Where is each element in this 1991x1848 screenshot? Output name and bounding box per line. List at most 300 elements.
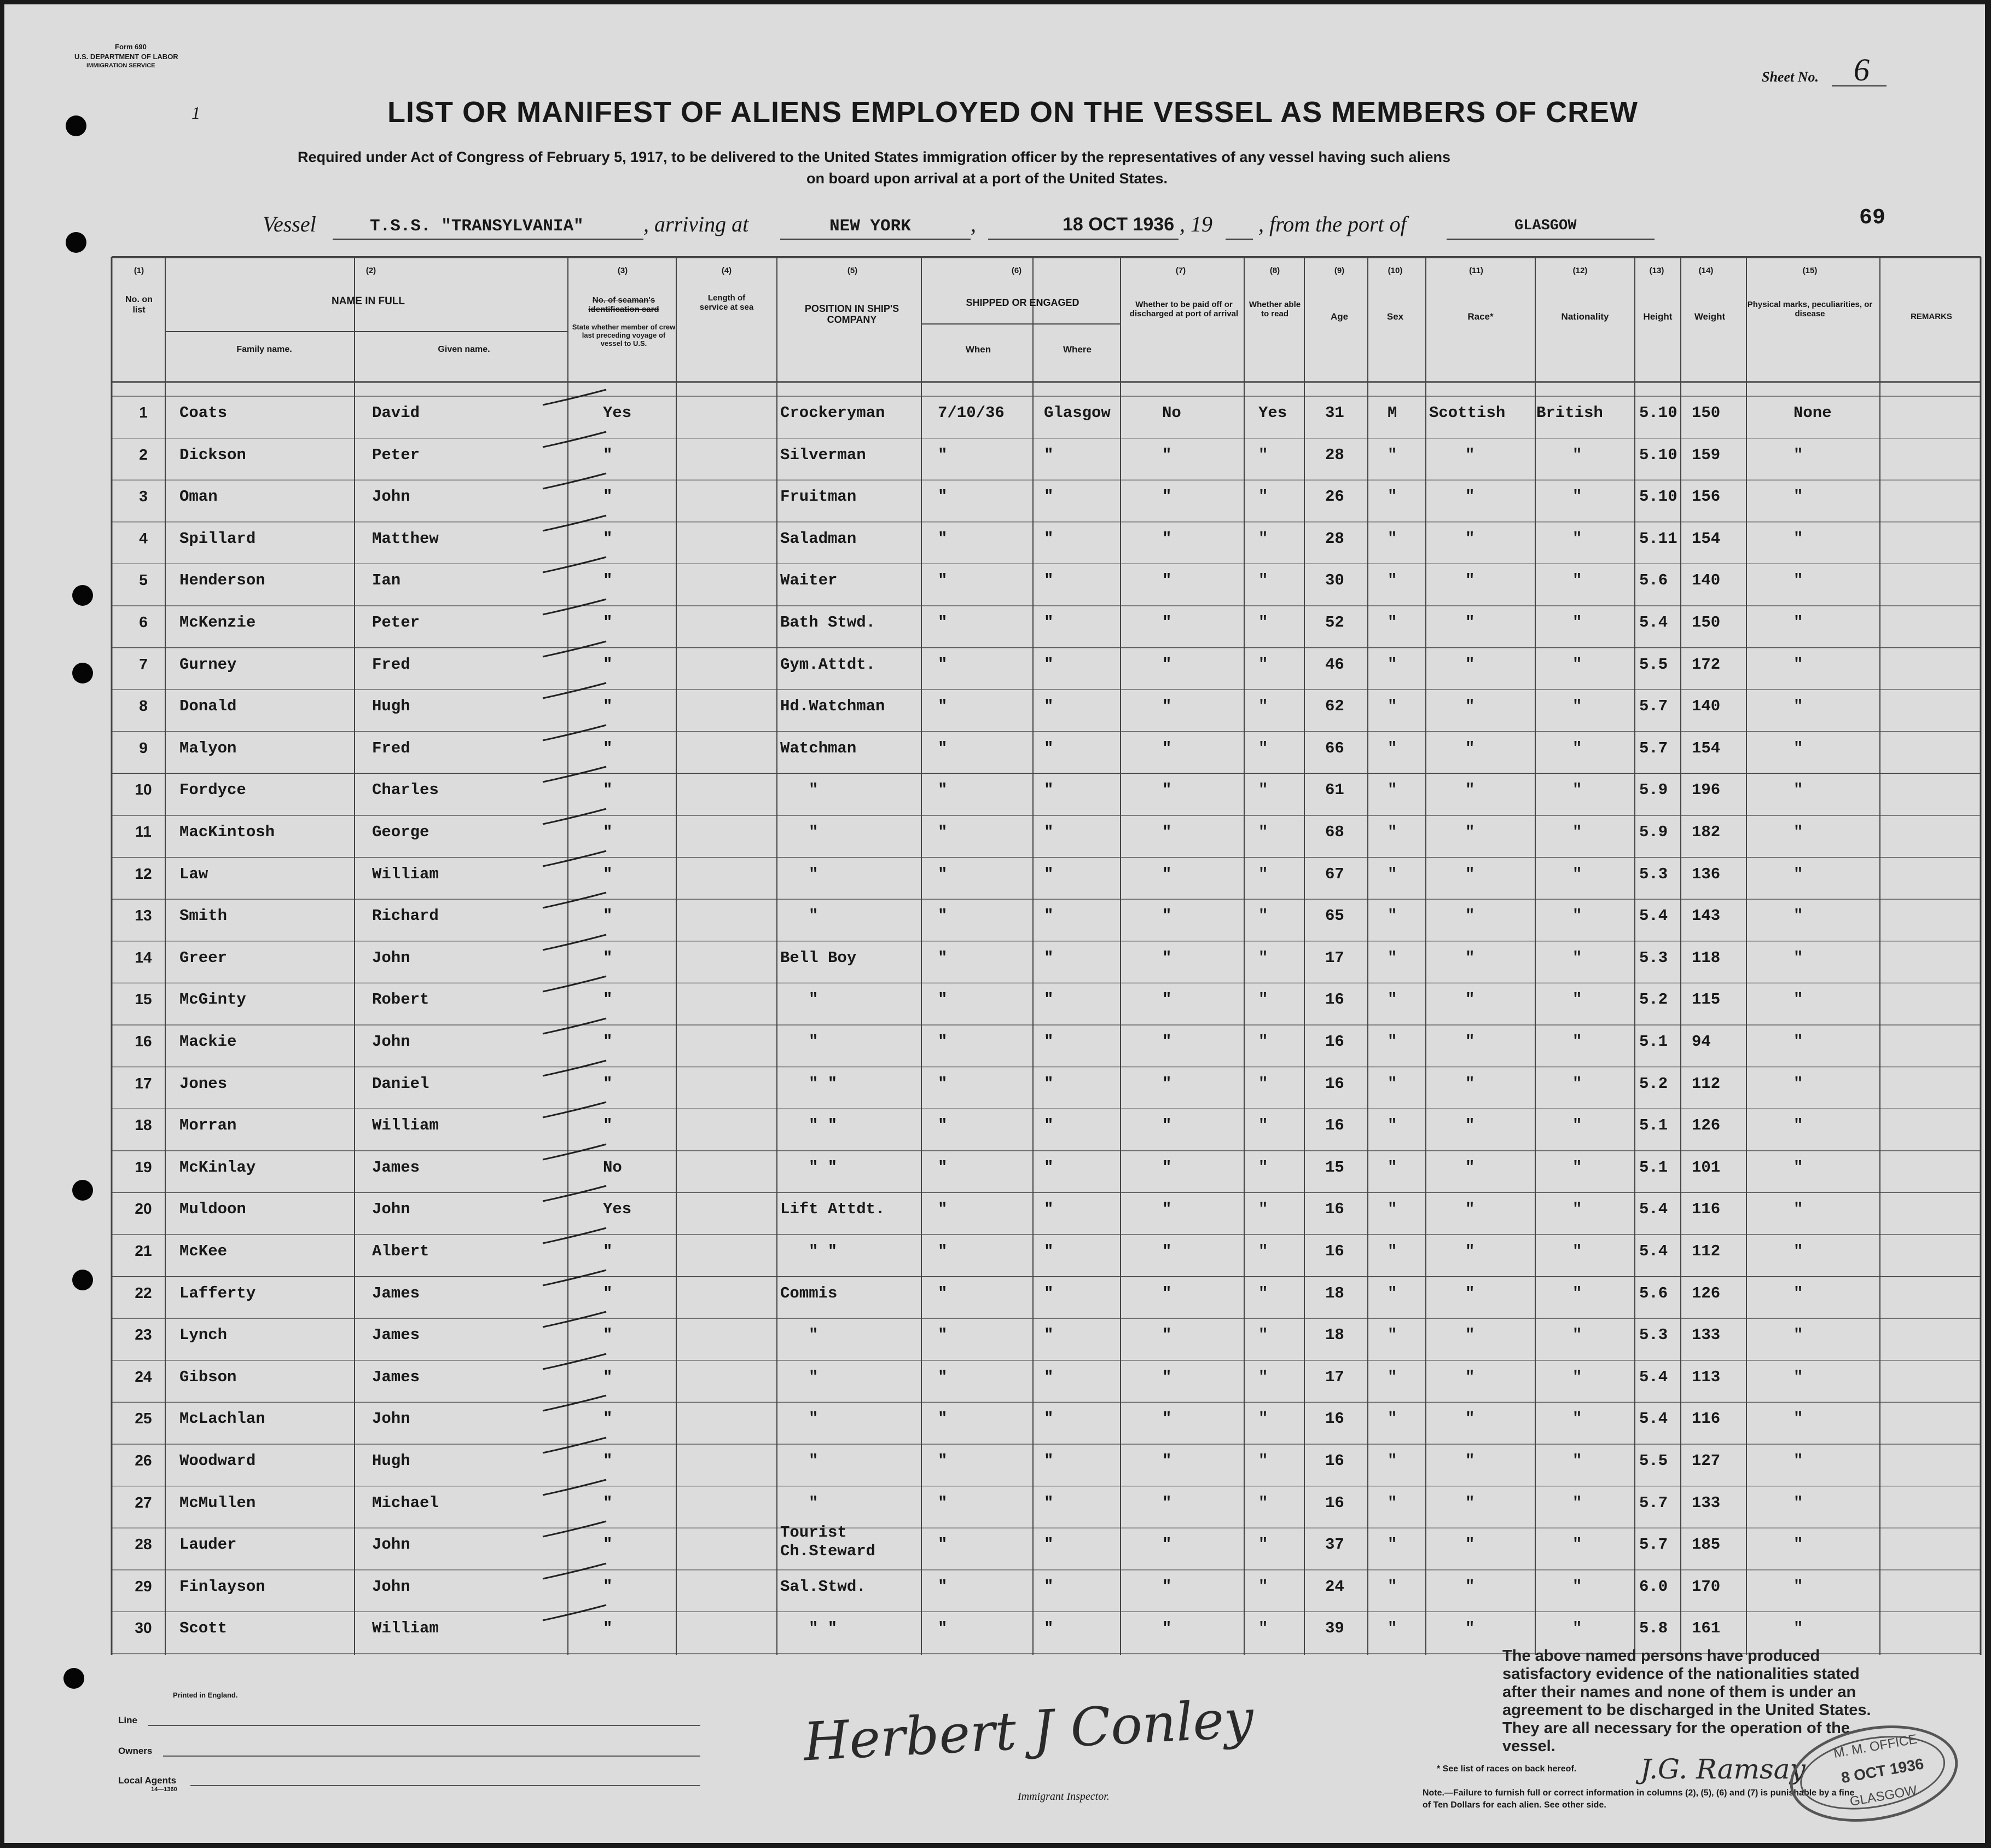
cell-weight: 94 — [1692, 1033, 1711, 1051]
cell-given: Peter — [372, 613, 420, 632]
cell-sex: " — [1388, 1493, 1397, 1512]
cell-age: 52 — [1325, 613, 1344, 632]
cell-position: Commis — [780, 1284, 838, 1302]
check-mark — [541, 931, 617, 953]
cell-weight: 161 — [1692, 1619, 1721, 1638]
cell-when: " — [938, 948, 948, 967]
cell-where: Glasgow — [1044, 404, 1111, 422]
cell-height: 5.4 — [1639, 1368, 1668, 1386]
cell-given: William — [372, 1619, 439, 1638]
cell-weight: 170 — [1692, 1577, 1721, 1596]
cell-age: 68 — [1325, 823, 1344, 841]
cell-height: 5.11 — [1639, 529, 1677, 548]
cell-given: John — [372, 488, 410, 506]
owners-label: Owners — [118, 1746, 153, 1756]
cell-given: Daniel — [372, 1074, 429, 1093]
cell-nat: " — [1572, 865, 1582, 883]
cell-crew: " — [603, 1577, 613, 1596]
cell-height: 5.5 — [1639, 655, 1668, 674]
cell-sex: " — [1388, 823, 1397, 841]
cell-when: " — [938, 1284, 948, 1302]
col-remarks: REMARKS — [1911, 312, 1952, 321]
cell-race: " — [1465, 1284, 1475, 1302]
cell-position: " — [809, 1410, 819, 1428]
cell-sex: " — [1388, 1116, 1397, 1135]
cell-marks: " — [1793, 1116, 1803, 1135]
cell-given: Ian — [372, 571, 401, 590]
cell-where: " — [1044, 613, 1054, 632]
cell-sex: " — [1388, 1242, 1397, 1260]
cell-age: 17 — [1325, 1368, 1344, 1386]
stamp-bottom: GLASGOW — [1848, 1783, 1918, 1810]
cell-position: Saladman — [780, 529, 857, 548]
cell-age: 16 — [1325, 1074, 1344, 1093]
cell-weight: 118 — [1692, 948, 1721, 967]
department: U.S. DEPARTMENT OF LABOR — [74, 53, 178, 61]
cell-position: " " — [809, 1242, 838, 1260]
cell-family: McMullen — [179, 1493, 256, 1512]
cell-nat: " — [1572, 739, 1582, 757]
cell-paid: " — [1162, 1493, 1172, 1512]
col-14-num: (14) — [1698, 266, 1714, 275]
inspector-label: Immigrant Inspector. — [1018, 1791, 1110, 1803]
cell-paid: " — [1162, 1200, 1172, 1219]
cell-height: 5.1 — [1639, 1033, 1668, 1051]
cell-family: Law — [179, 865, 208, 883]
nationality-statement: The above named persons have produced satisfactory evidence of the nationalities stated after their names and none of them is under an agreement to be discharged in the United States. They are all necessary for the operation of the vessel. — [1502, 1647, 1871, 1755]
cell-race: " — [1465, 1368, 1475, 1386]
form-number: Form 690 — [115, 43, 147, 51]
cell-paid: " — [1162, 571, 1172, 590]
page-number: 69 — [1859, 206, 1886, 230]
cell-crew: " — [603, 1033, 613, 1051]
cell-race: " — [1465, 1410, 1475, 1428]
cell-crew: " — [603, 613, 613, 632]
cell-paid: " — [1162, 1368, 1172, 1386]
cell-age: 61 — [1325, 781, 1344, 800]
cell-marks: " — [1793, 1326, 1803, 1345]
master-signature: J.G. Ramsay — [1640, 1753, 1806, 1785]
cell-sex: " — [1388, 1410, 1397, 1428]
cell-height: 6.0 — [1639, 1577, 1668, 1596]
cell-given: Hugh — [372, 1452, 410, 1470]
cell-where: " — [1044, 1200, 1054, 1219]
check-mark — [541, 470, 617, 492]
cell-family: Lynch — [179, 1326, 228, 1345]
cell-no: 28 — [135, 1536, 152, 1553]
cell-age: 16 — [1325, 1116, 1344, 1135]
cell-when: " — [938, 1200, 948, 1219]
cell-when: " — [938, 1410, 948, 1428]
cell-paid: " — [1162, 948, 1172, 967]
cell-nat: " — [1572, 1242, 1582, 1260]
cell-race: " — [1465, 1536, 1475, 1554]
cell-where: " — [1044, 948, 1054, 967]
cell-race: " — [1465, 1200, 1475, 1219]
cell-marks: " — [1793, 655, 1803, 674]
manifest-sheet — [4, 4, 1985, 1843]
subtitle: Required under Act of Congress of February 5, 1917, to be delivered to the United States immigration officer by the representatives of any vessel having such aliens — [298, 149, 1451, 165]
cell-family: Lauder — [179, 1536, 237, 1554]
subtitle-2: on board upon arrival at a port of the United States. — [806, 170, 1168, 187]
cell-weight: 154 — [1692, 739, 1721, 757]
cell-given: James — [372, 1368, 420, 1386]
cell-given: Fred — [372, 655, 410, 674]
col-family-name: Family name. — [236, 345, 292, 354]
cell-marks: " — [1793, 571, 1803, 590]
cell-when: " — [938, 1242, 948, 1260]
stamp-date: 8 OCT 1936 — [1839, 1755, 1925, 1787]
cell-given: George — [372, 823, 429, 841]
cell-marks: " — [1793, 1619, 1803, 1638]
check-mark — [541, 806, 617, 827]
cell-given: Robert — [372, 990, 429, 1009]
cell-nat: British — [1536, 404, 1603, 422]
cell-paid: " — [1162, 990, 1172, 1009]
cell-race: " — [1465, 948, 1475, 967]
col-position: POSITION IN SHIP'S COMPANY — [804, 303, 899, 325]
cell-race: " — [1465, 445, 1475, 464]
cell-where: " — [1044, 1619, 1054, 1638]
cell-no: 24 — [135, 1368, 152, 1385]
cell-height: 5.3 — [1639, 865, 1668, 883]
cell-nat: " — [1572, 1033, 1582, 1051]
printed-in: Printed in England. — [173, 1691, 238, 1699]
cell-race: " — [1465, 1033, 1475, 1051]
cell-read: " — [1258, 739, 1268, 757]
cell-sex: " — [1388, 1368, 1397, 1386]
cell-read: " — [1258, 823, 1268, 841]
cell-given: John — [372, 948, 410, 967]
col-physical-marks: Physical marks, peculiarities, or disease — [1747, 300, 1873, 318]
col-age: Age — [1330, 311, 1349, 322]
vessel-name: T.S.S. "TRANSYLVANIA" — [370, 217, 584, 236]
cell-sex: " — [1388, 613, 1397, 632]
cell-paid: " — [1162, 1536, 1172, 1554]
cell-sex: " — [1388, 865, 1397, 883]
cell-age: 17 — [1325, 948, 1344, 967]
cell-nat: " — [1572, 488, 1582, 506]
cell-no: 3 — [139, 488, 148, 505]
cell-sex: " — [1388, 1326, 1397, 1345]
cell-race: " — [1465, 1158, 1475, 1177]
cell-read: " — [1258, 1242, 1268, 1260]
cell-position: " — [809, 781, 819, 800]
cell-given: Richard — [372, 907, 439, 925]
cell-nat: " — [1572, 823, 1582, 841]
cell-given: John — [372, 1200, 410, 1219]
cell-weight: 126 — [1692, 1284, 1721, 1302]
cell-age: 66 — [1325, 739, 1344, 757]
cell-weight: 112 — [1692, 1074, 1721, 1093]
cell-when: " — [938, 1116, 948, 1135]
cell-race: " — [1465, 613, 1475, 632]
col-no-on-list: No. on list — [125, 295, 153, 315]
cell-sex: " — [1388, 488, 1397, 506]
cell-when: " — [938, 613, 948, 632]
cell-position: " — [809, 865, 819, 883]
check-mark — [541, 1015, 617, 1037]
cell-weight: 136 — [1692, 865, 1721, 883]
col-10-num: (10) — [1388, 266, 1403, 275]
cell-family: Dickson — [179, 445, 246, 464]
cell-height: 5.2 — [1639, 1074, 1668, 1093]
cell-paid: " — [1162, 1158, 1172, 1177]
cell-when: " — [938, 907, 948, 925]
cell-read: " — [1258, 781, 1268, 800]
cell-race: " — [1465, 1619, 1475, 1638]
cell-weight: 154 — [1692, 529, 1721, 548]
cell-position: Tourist Ch.Steward — [780, 1523, 876, 1561]
cell-where: " — [1044, 865, 1054, 883]
cell-height: 5.3 — [1639, 1326, 1668, 1345]
cell-no: 20 — [135, 1200, 152, 1218]
cell-sex: " — [1388, 1033, 1397, 1051]
cell-no: 5 — [139, 571, 148, 589]
cell-crew: " — [603, 1368, 613, 1386]
cell-weight: 150 — [1692, 613, 1721, 632]
cell-when: " — [938, 655, 948, 674]
cell-race: " — [1465, 1074, 1475, 1093]
col-race: Race* — [1467, 311, 1494, 322]
cell-age: 18 — [1325, 1326, 1344, 1345]
cell-no: 22 — [135, 1284, 152, 1301]
cell-race: " — [1465, 697, 1475, 716]
cell-where: " — [1044, 488, 1054, 506]
cell-family: Donald — [179, 697, 237, 716]
cell-paid: " — [1162, 613, 1172, 632]
check-mark — [541, 554, 617, 576]
cell-weight: 159 — [1692, 445, 1721, 464]
cell-where: " — [1044, 1326, 1054, 1345]
cell-given: Michael — [372, 1493, 439, 1512]
cell-sex: " — [1388, 907, 1397, 925]
comma: , — [971, 212, 976, 236]
cell-marks: " — [1793, 1368, 1803, 1386]
cell-position: Lift Attdt. — [780, 1200, 885, 1219]
col-9-num: (9) — [1334, 266, 1345, 275]
cell-height: 5.4 — [1639, 1242, 1668, 1260]
col-1-num: (1) — [133, 266, 144, 275]
cell-nat: " — [1572, 613, 1582, 632]
cell-race: " — [1465, 781, 1475, 800]
cell-crew: " — [603, 1619, 613, 1638]
cell-crew: " — [603, 781, 613, 800]
cell-where: " — [1044, 697, 1054, 716]
cell-race: " — [1465, 1493, 1475, 1512]
cell-paid: " — [1162, 529, 1172, 548]
cell-weight: 113 — [1692, 1368, 1721, 1386]
cell-family: Mackie — [179, 1033, 237, 1051]
cell-no: 21 — [135, 1242, 152, 1259]
cell-read: Yes — [1258, 404, 1287, 422]
year-label: , 19 — [1180, 212, 1212, 236]
cell-when: " — [938, 1368, 948, 1386]
cell-weight: 140 — [1692, 571, 1721, 590]
cell-when: " — [938, 739, 948, 757]
cell-no: 16 — [135, 1033, 152, 1050]
col-12-num: (12) — [1572, 266, 1588, 275]
cell-where: " — [1044, 1242, 1054, 1260]
agents-label: Local Agents — [118, 1775, 177, 1786]
cell-when: " — [938, 1577, 948, 1596]
cell-position: " " — [809, 1619, 838, 1638]
check-mark — [541, 973, 617, 995]
cell-crew: " — [603, 488, 613, 506]
cell-read: " — [1258, 1577, 1268, 1596]
cell-family: Smith — [179, 907, 228, 925]
sheet-number: 6 — [1854, 52, 1870, 88]
cell-marks: " — [1793, 1452, 1803, 1470]
cell-position: Sal.Stwd. — [780, 1577, 866, 1596]
cell-no: 30 — [135, 1619, 152, 1637]
page-mark: 1 — [191, 103, 200, 123]
cell-marks: " — [1793, 445, 1803, 464]
cell-read: " — [1258, 1493, 1268, 1512]
check-mark — [541, 1225, 617, 1247]
cell-position: " — [809, 1493, 819, 1512]
cell-weight: 112 — [1692, 1242, 1721, 1260]
cell-read: " — [1258, 1074, 1268, 1093]
cell-marks: None — [1793, 404, 1832, 422]
cell-crew: " — [603, 990, 613, 1009]
check-mark — [541, 1308, 617, 1330]
cell-paid: " — [1162, 1033, 1172, 1051]
cell-position: " — [809, 823, 819, 841]
cell-crew: " — [603, 1410, 613, 1428]
cell-paid: " — [1162, 1074, 1172, 1093]
check-mark — [541, 1434, 617, 1456]
cell-paid: " — [1162, 1242, 1172, 1260]
cell-family: Henderson — [179, 571, 265, 590]
cell-marks: " — [1793, 739, 1803, 757]
cell-marks: " — [1793, 1284, 1803, 1302]
cell-height: 5.3 — [1639, 948, 1668, 967]
cell-position: Crockeryman — [780, 404, 885, 422]
cell-paid: " — [1162, 445, 1172, 464]
col-8-num: (8) — [1269, 266, 1280, 275]
cell-marks: " — [1793, 1158, 1803, 1177]
cell-read: " — [1258, 1284, 1268, 1302]
cell-position: Bath Stwd. — [780, 613, 876, 632]
cell-paid: " — [1162, 488, 1172, 506]
cell-no: 6 — [139, 613, 148, 630]
check-mark — [541, 428, 617, 450]
cell-read: " — [1258, 1326, 1268, 1345]
cell-family: Malyon — [179, 739, 237, 757]
cell-sex: " — [1388, 1284, 1397, 1302]
cell-where: " — [1044, 907, 1054, 925]
col-when: When — [965, 344, 991, 355]
cell-sex: " — [1388, 1619, 1397, 1638]
cell-crew: " — [603, 1536, 613, 1554]
cell-read: " — [1258, 1619, 1268, 1638]
cell-where: " — [1044, 1033, 1054, 1051]
cell-no: 26 — [135, 1452, 152, 1469]
cell-crew: " — [603, 1284, 613, 1302]
cell-age: 16 — [1325, 1452, 1344, 1470]
cell-age: 16 — [1325, 1242, 1344, 1260]
check-mark — [541, 386, 617, 408]
cell-when: " — [938, 529, 948, 548]
cell-age: 62 — [1325, 697, 1344, 716]
cell-height: 5.7 — [1639, 739, 1668, 757]
cell-where: " — [1044, 1452, 1054, 1470]
cell-read: " — [1258, 948, 1268, 967]
check-mark — [541, 1560, 617, 1582]
check-mark — [541, 1099, 617, 1121]
cell-weight: 133 — [1692, 1326, 1721, 1345]
cell-no: 8 — [139, 697, 148, 715]
check-mark — [541, 638, 617, 660]
cell-crew: " — [603, 1116, 613, 1135]
cell-height: 5.4 — [1639, 907, 1668, 925]
arriving-port: NEW YORK — [829, 217, 911, 236]
cell-no: 15 — [135, 990, 152, 1008]
cell-height: 5.7 — [1639, 1493, 1668, 1512]
col-sex: Sex — [1386, 311, 1404, 322]
cell-family: McKee — [179, 1242, 228, 1260]
cell-nat: " — [1572, 948, 1582, 967]
cell-race: " — [1465, 571, 1475, 590]
cell-read: " — [1258, 1116, 1268, 1135]
cell-read: " — [1258, 1368, 1268, 1386]
cell-read: " — [1258, 1452, 1268, 1470]
cell-sex: " — [1388, 529, 1397, 548]
vessel-label: Vessel — [263, 212, 316, 236]
stamp-top: M. M. OFFICE — [1832, 1731, 1919, 1761]
cell-paid: " — [1162, 1452, 1172, 1470]
cell-nat: " — [1572, 697, 1582, 716]
cell-marks: " — [1793, 1577, 1803, 1596]
cell-family: Coats — [179, 404, 228, 422]
cell-height: 5.4 — [1639, 1200, 1668, 1219]
cell-crew: " — [603, 865, 613, 883]
cell-given: Charles — [372, 781, 439, 800]
cell-family: Woodward — [179, 1452, 256, 1470]
cell-position: Fruitman — [780, 488, 857, 506]
cell-position: " — [809, 1033, 819, 1051]
cell-given: Fred — [372, 739, 410, 757]
penalty-note: Note.—Failure to furnish full or correct information in columns (2), (5), (6) and (7) is punishable by a fine of Ten Dollars for each alien. See other side. — [1423, 1788, 1855, 1810]
cell-position: " — [809, 990, 819, 1009]
cell-nat: " — [1572, 907, 1582, 925]
cell-where: " — [1044, 1493, 1054, 1512]
cell-read: " — [1258, 1158, 1268, 1177]
cell-position: Hd.Watchman — [780, 697, 885, 716]
cell-no: 10 — [135, 781, 152, 798]
cell-given: John — [372, 1577, 410, 1596]
cell-when: " — [938, 1493, 948, 1512]
sheet-label: Sheet No. — [1762, 69, 1819, 85]
cell-weight: 115 — [1692, 990, 1721, 1009]
cell-nat: " — [1572, 529, 1582, 548]
cell-sex: " — [1388, 1577, 1397, 1596]
col-nationality: Nationality — [1561, 311, 1609, 322]
cell-where: " — [1044, 1284, 1054, 1302]
col-name-in-full: NAME IN FULL — [331, 296, 405, 307]
cell-nat: " — [1572, 1452, 1582, 1470]
cell-weight: 143 — [1692, 907, 1721, 925]
cell-read: " — [1258, 1410, 1268, 1428]
cell-nat: " — [1572, 1493, 1582, 1512]
cell-height: 5.1 — [1639, 1158, 1668, 1177]
col-height: Height — [1643, 311, 1673, 322]
cell-given: John — [372, 1033, 410, 1051]
cell-when: " — [938, 1619, 948, 1638]
cell-sex: M — [1388, 404, 1397, 422]
cell-read: " — [1258, 488, 1268, 506]
